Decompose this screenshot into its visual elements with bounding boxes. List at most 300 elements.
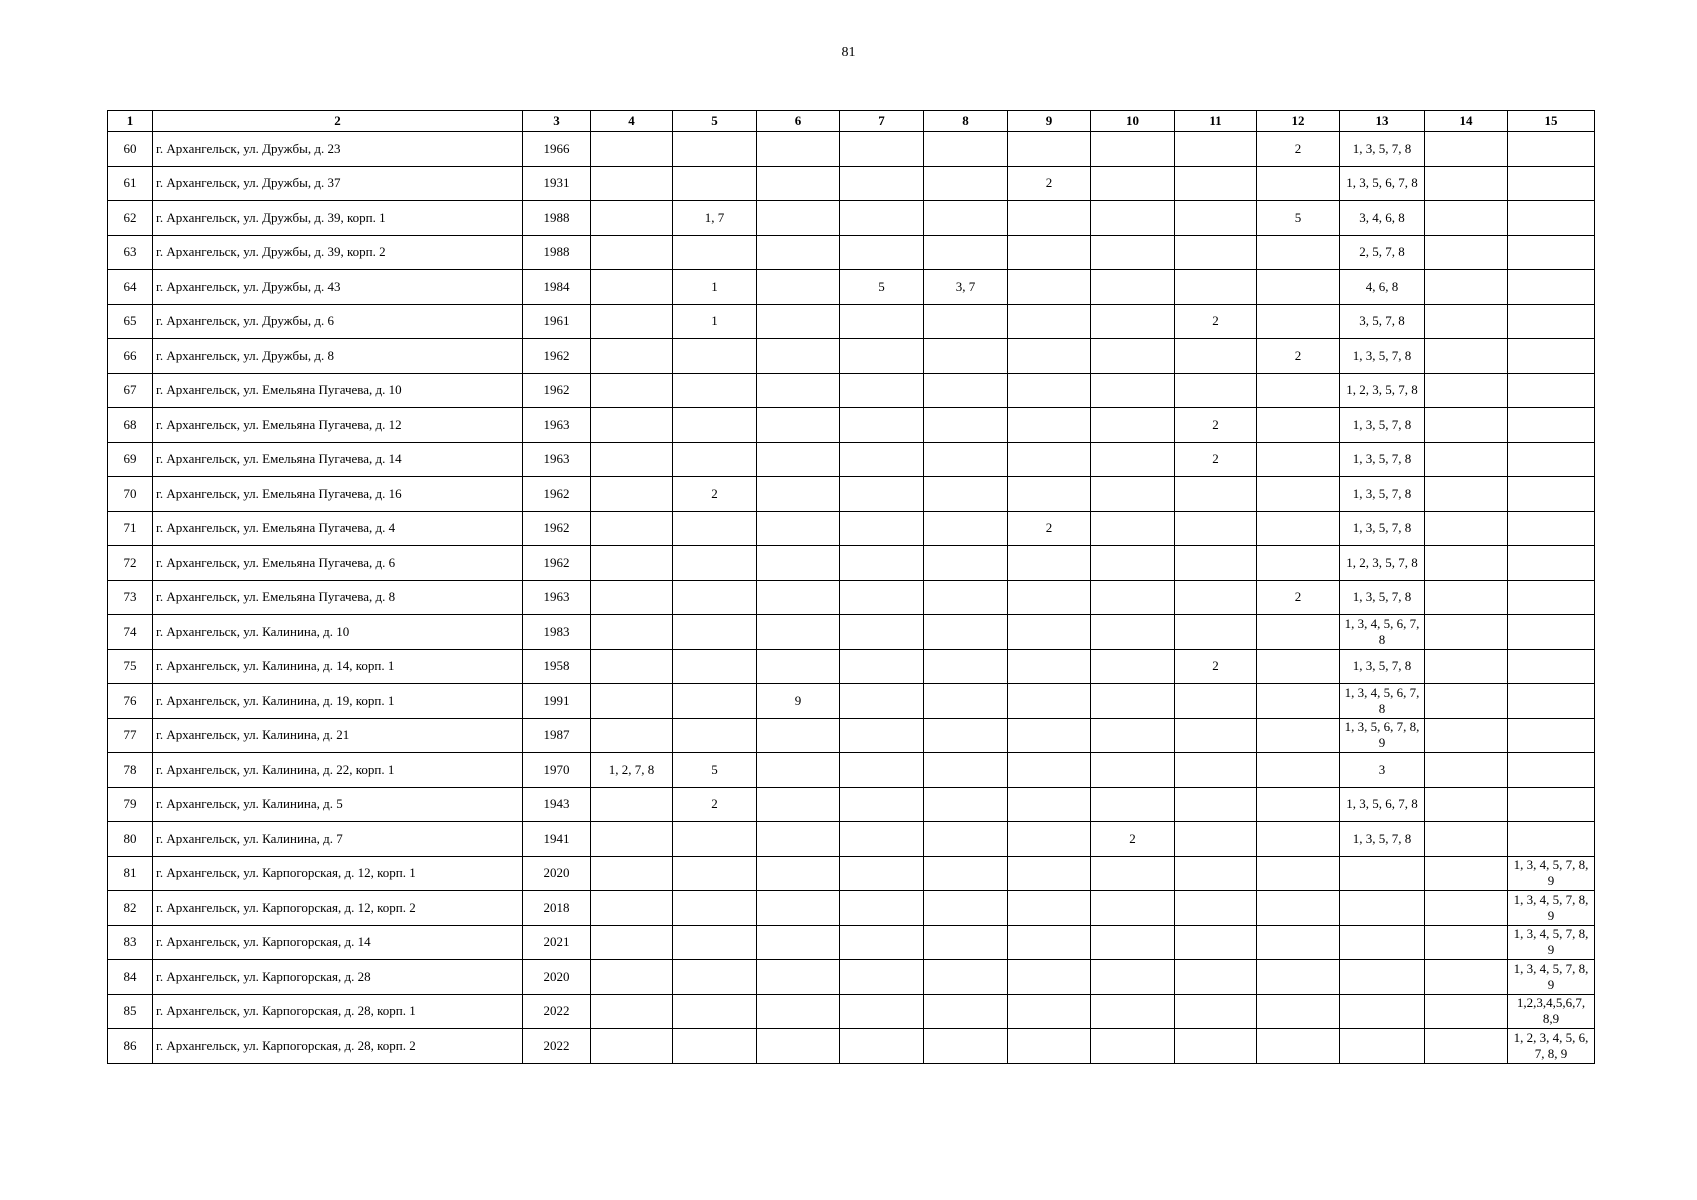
table-cell	[1340, 994, 1425, 1029]
table-cell	[1008, 304, 1091, 339]
table-cell	[1425, 132, 1508, 167]
table-cell	[1257, 1029, 1340, 1064]
table-cell	[924, 787, 1008, 822]
row-number-cell: 66	[108, 339, 153, 374]
table-cell	[1425, 304, 1508, 339]
table-cell	[1175, 684, 1257, 719]
table-cell	[757, 718, 840, 753]
table-cell	[1508, 718, 1595, 753]
table-cell: 1, 3, 5, 7, 8	[1340, 339, 1425, 374]
table-cell: 5	[673, 753, 757, 788]
table-cell	[1340, 891, 1425, 926]
table-cell	[1175, 339, 1257, 374]
column-header-12: 12	[1257, 111, 1340, 132]
table-cell	[757, 511, 840, 546]
row-number-cell: 85	[108, 994, 153, 1029]
table-row	[108, 132, 1595, 167]
table-cell	[840, 615, 924, 650]
table-cell	[591, 891, 673, 926]
table-cell	[591, 1029, 673, 1064]
table-cell	[673, 649, 757, 684]
table-cell: 2	[673, 477, 757, 512]
table-cell	[840, 304, 924, 339]
address-cell: г. Архангельск, ул. Емельяна Пугачева, д. 10	[153, 373, 523, 408]
table-cell: 2	[673, 787, 757, 822]
table-cell	[1425, 373, 1508, 408]
year-cell: 1961	[523, 304, 591, 339]
table-cell	[1175, 1029, 1257, 1064]
table-cell	[1425, 925, 1508, 960]
table-cell	[591, 201, 673, 236]
table-cell	[673, 856, 757, 891]
table-cell	[591, 235, 673, 270]
table-cell	[1091, 925, 1175, 960]
table-cell	[757, 408, 840, 443]
table-row	[108, 201, 1595, 236]
year-cell: 1984	[523, 270, 591, 305]
table-cell	[840, 339, 924, 374]
table-cell	[1257, 235, 1340, 270]
table-cell	[840, 684, 924, 719]
table-cell: 1, 3, 5, 7, 8	[1340, 442, 1425, 477]
table-row	[108, 339, 1595, 374]
year-cell: 1963	[523, 442, 591, 477]
table-cell: 1, 2, 3, 5, 7, 8	[1340, 546, 1425, 581]
column-header-5: 5	[673, 111, 757, 132]
table-cell	[1008, 235, 1091, 270]
table-cell	[1091, 960, 1175, 995]
table-cell	[840, 546, 924, 581]
year-cell: 1962	[523, 546, 591, 581]
year-cell: 2018	[523, 891, 591, 926]
table-row	[108, 615, 1595, 650]
table-cell	[1091, 546, 1175, 581]
address-cell: г. Архангельск, ул. Дружбы, д. 23	[153, 132, 523, 167]
row-number-cell: 78	[108, 753, 153, 788]
table-cell	[1508, 166, 1595, 201]
table-cell: 1, 3, 5, 7, 8	[1340, 580, 1425, 615]
table-cell	[1425, 787, 1508, 822]
year-cell: 2022	[523, 994, 591, 1029]
table-cell: 1, 3, 5, 7, 8	[1340, 511, 1425, 546]
table-cell	[1091, 166, 1175, 201]
table-cell	[1425, 546, 1508, 581]
table-row	[108, 994, 1595, 1029]
table-cell	[1508, 822, 1595, 857]
table-cell	[924, 166, 1008, 201]
table-cell	[1508, 787, 1595, 822]
table-cell	[1425, 684, 1508, 719]
table-cell	[1091, 753, 1175, 788]
table-row	[108, 546, 1595, 581]
table-row	[108, 649, 1595, 684]
column-header-8: 8	[924, 111, 1008, 132]
table-cell	[1091, 373, 1175, 408]
year-cell: 1963	[523, 408, 591, 443]
table-cell: 2	[1091, 822, 1175, 857]
table-cell: 1	[673, 270, 757, 305]
address-cell: г. Архангельск, ул. Карпогорская, д. 28, корп. 2	[153, 1029, 523, 1064]
table-cell	[840, 718, 924, 753]
table-cell	[1008, 891, 1091, 926]
table-cell	[924, 373, 1008, 408]
table-cell	[1091, 649, 1175, 684]
table-cell	[1257, 615, 1340, 650]
table-cell	[1508, 235, 1595, 270]
table-cell	[757, 787, 840, 822]
table-cell	[1425, 201, 1508, 236]
table-cell	[1425, 511, 1508, 546]
table-cell	[1257, 753, 1340, 788]
row-number-cell: 61	[108, 166, 153, 201]
table-cell: 1, 3, 5, 6, 7, 8, 9	[1340, 718, 1425, 753]
table-cell	[1425, 235, 1508, 270]
table-cell	[1091, 580, 1175, 615]
table-cell	[757, 546, 840, 581]
address-cell: г. Архангельск, ул. Емельяна Пугачева, д. 8	[153, 580, 523, 615]
table-cell	[1508, 580, 1595, 615]
table-cell	[1508, 753, 1595, 788]
table-cell: 1, 3, 4, 5, 7, 8, 9	[1508, 925, 1595, 960]
table-row	[108, 270, 1595, 305]
table-cell	[924, 546, 1008, 581]
table-cell: 2	[1008, 166, 1091, 201]
table-cell	[673, 925, 757, 960]
table-cell	[1340, 1029, 1425, 1064]
table-row	[108, 166, 1595, 201]
table-cell	[1508, 132, 1595, 167]
table-cell	[924, 408, 1008, 443]
address-cell: г. Архангельск, ул. Дружбы, д. 39, корп. 2	[153, 235, 523, 270]
table-cell: 3	[1340, 753, 1425, 788]
row-number-cell: 72	[108, 546, 153, 581]
table-cell	[673, 615, 757, 650]
year-cell: 1963	[523, 580, 591, 615]
table-cell	[673, 718, 757, 753]
table-cell	[1257, 166, 1340, 201]
table-cell	[1008, 856, 1091, 891]
year-cell: 1941	[523, 822, 591, 857]
table-cell: 3, 5, 7, 8	[1340, 304, 1425, 339]
table-cell	[1175, 615, 1257, 650]
data-table	[107, 110, 1595, 1064]
address-cell: г. Архангельск, ул. Карпогорская, д. 14	[153, 925, 523, 960]
table-cell: 1, 3, 4, 5, 7, 8, 9	[1508, 891, 1595, 926]
table-cell	[1175, 235, 1257, 270]
table-cell	[1008, 649, 1091, 684]
table-cell	[1425, 339, 1508, 374]
table-cell: 1, 3, 5, 7, 8	[1340, 477, 1425, 512]
table-cell	[1175, 960, 1257, 995]
table-cell	[840, 477, 924, 512]
table-cell	[1425, 856, 1508, 891]
table-cell	[673, 822, 757, 857]
address-cell: г. Архангельск, ул. Дружбы, д. 6	[153, 304, 523, 339]
table-cell	[924, 304, 1008, 339]
table-cell	[1257, 684, 1340, 719]
table-cell	[591, 615, 673, 650]
row-number-cell: 76	[108, 684, 153, 719]
table-cell: 2	[1175, 442, 1257, 477]
table-cell	[757, 822, 840, 857]
year-cell: 1962	[523, 511, 591, 546]
table-cell	[757, 235, 840, 270]
table-cell	[1257, 408, 1340, 443]
table-cell	[591, 994, 673, 1029]
page-number: 81	[841, 45, 856, 60]
row-number-cell: 84	[108, 960, 153, 995]
table-cell	[591, 408, 673, 443]
table-cell	[1175, 546, 1257, 581]
table-cell	[840, 132, 924, 167]
address-cell: г. Архангельск, ул. Емельяна Пугачева, д. 6	[153, 546, 523, 581]
table-cell	[924, 649, 1008, 684]
table-cell	[1508, 649, 1595, 684]
table-cell	[1257, 891, 1340, 926]
table-cell	[1257, 442, 1340, 477]
table-cell	[1008, 994, 1091, 1029]
table-cell	[1508, 546, 1595, 581]
table-cell: 1, 3, 5, 6, 7, 8	[1340, 787, 1425, 822]
table-cell	[1257, 856, 1340, 891]
table-cell	[1425, 753, 1508, 788]
year-cell: 2020	[523, 856, 591, 891]
year-cell: 2021	[523, 925, 591, 960]
table-cell	[840, 925, 924, 960]
table-row	[108, 580, 1595, 615]
table-cell	[1175, 822, 1257, 857]
table-cell	[1175, 511, 1257, 546]
table-cell	[591, 649, 673, 684]
address-cell: г. Архангельск, ул. Карпогорская, д. 28, корп. 1	[153, 994, 523, 1029]
table-cell: 2	[1257, 132, 1340, 167]
table-cell	[1091, 856, 1175, 891]
table-cell	[1091, 442, 1175, 477]
table-row	[108, 822, 1595, 857]
table-cell	[1508, 339, 1595, 374]
table-cell	[924, 718, 1008, 753]
row-number-cell: 63	[108, 235, 153, 270]
table-cell	[840, 373, 924, 408]
table-cell	[1425, 891, 1508, 926]
table-cell	[1508, 201, 1595, 236]
table-cell: 1,2,3,4,5,6,7, 8,9	[1508, 994, 1595, 1029]
table-cell	[1425, 408, 1508, 443]
table-cell	[1257, 304, 1340, 339]
row-number-cell: 64	[108, 270, 153, 305]
table-cell	[1091, 408, 1175, 443]
table-cell	[1008, 132, 1091, 167]
year-cell: 1943	[523, 787, 591, 822]
table-cell	[1008, 546, 1091, 581]
table-cell	[1175, 856, 1257, 891]
address-cell: г. Архангельск, ул. Дружбы, д. 39, корп. 1	[153, 201, 523, 236]
table-cell	[591, 960, 673, 995]
table-cell	[1008, 373, 1091, 408]
table-cell	[591, 270, 673, 305]
table-cell	[840, 166, 924, 201]
table-cell	[757, 201, 840, 236]
table-cell	[1508, 511, 1595, 546]
table-cell	[1175, 994, 1257, 1029]
table-cell	[591, 925, 673, 960]
table-cell	[673, 684, 757, 719]
row-number-cell: 83	[108, 925, 153, 960]
table-cell	[673, 511, 757, 546]
table-row	[108, 856, 1595, 891]
row-number-cell: 82	[108, 891, 153, 926]
table-cell: 1, 2, 7, 8	[591, 753, 673, 788]
table-cell	[673, 1029, 757, 1064]
table-cell	[757, 1029, 840, 1064]
table-cell	[924, 477, 1008, 512]
address-cell: г. Архангельск, ул. Калинина, д. 14, корп. 1	[153, 649, 523, 684]
table-cell	[924, 580, 1008, 615]
table-cell: 2	[1175, 408, 1257, 443]
table-row	[108, 960, 1595, 995]
column-header-1: 1	[108, 111, 153, 132]
table-cell	[1425, 166, 1508, 201]
table-cell	[1508, 477, 1595, 512]
table-cell	[1008, 615, 1091, 650]
table-cell	[840, 753, 924, 788]
table-cell: 1, 3, 5, 7, 8	[1340, 408, 1425, 443]
table-cell	[1091, 235, 1175, 270]
table-cell	[1425, 1029, 1508, 1064]
table-cell	[1008, 580, 1091, 615]
table-cell	[1257, 822, 1340, 857]
address-cell: г. Архангельск, ул. Емельяна Пугачева, д. 4	[153, 511, 523, 546]
table-row	[108, 925, 1595, 960]
column-header-3: 3	[523, 111, 591, 132]
address-cell: г. Архангельск, ул. Карпогорская, д. 12, корп. 2	[153, 891, 523, 926]
column-header-15: 15	[1508, 111, 1595, 132]
table-cell: 1, 3, 5, 7, 8	[1340, 822, 1425, 857]
table-cell	[591, 166, 673, 201]
table-cell	[840, 891, 924, 926]
table-cell	[1425, 718, 1508, 753]
row-number-cell: 67	[108, 373, 153, 408]
table-cell	[924, 235, 1008, 270]
table-cell	[1091, 787, 1175, 822]
table-cell	[1425, 442, 1508, 477]
table-cell	[1008, 822, 1091, 857]
table-cell	[924, 925, 1008, 960]
table-body	[108, 132, 1595, 1064]
table-cell	[1257, 649, 1340, 684]
table-cell	[1257, 477, 1340, 512]
row-number-cell: 65	[108, 304, 153, 339]
table-cell	[1175, 201, 1257, 236]
year-cell: 1988	[523, 201, 591, 236]
table-cell	[924, 511, 1008, 546]
address-cell: г. Архангельск, ул. Калинина, д. 19, корп. 1	[153, 684, 523, 719]
table-cell: 4, 6, 8	[1340, 270, 1425, 305]
table-cell	[840, 235, 924, 270]
table-row	[108, 787, 1595, 822]
table-cell	[840, 787, 924, 822]
table-cell: 2	[1008, 511, 1091, 546]
address-cell: г. Архангельск, ул. Дружбы, д. 8	[153, 339, 523, 374]
table-cell	[673, 580, 757, 615]
column-header-2: 2	[153, 111, 523, 132]
address-cell: г. Архангельск, ул. Емельяна Пугачева, д. 14	[153, 442, 523, 477]
table-cell	[591, 856, 673, 891]
table-cell	[757, 270, 840, 305]
table-cell	[757, 132, 840, 167]
row-number-cell: 77	[108, 718, 153, 753]
table-cell	[591, 822, 673, 857]
table-cell: 1, 7	[673, 201, 757, 236]
table-cell	[924, 339, 1008, 374]
table-cell	[673, 442, 757, 477]
row-number-cell: 73	[108, 580, 153, 615]
row-number-cell: 70	[108, 477, 153, 512]
table-cell	[1091, 615, 1175, 650]
table-cell	[1175, 753, 1257, 788]
table-row	[108, 408, 1595, 443]
year-cell: 1962	[523, 477, 591, 512]
table-cell	[1175, 373, 1257, 408]
table-cell	[924, 753, 1008, 788]
table-cell	[1508, 408, 1595, 443]
column-header-4: 4	[591, 111, 673, 132]
row-number-cell: 62	[108, 201, 153, 236]
table-cell	[757, 960, 840, 995]
year-cell: 1988	[523, 235, 591, 270]
table-cell	[1091, 511, 1175, 546]
table-cell	[757, 925, 840, 960]
year-cell: 1962	[523, 339, 591, 374]
year-cell: 2020	[523, 960, 591, 995]
column-header-6: 6	[757, 111, 840, 132]
table-row	[108, 477, 1595, 512]
table-cell: 3, 4, 6, 8	[1340, 201, 1425, 236]
column-header-11: 11	[1175, 111, 1257, 132]
table-cell	[1257, 718, 1340, 753]
table-cell	[924, 442, 1008, 477]
table-cell: 3, 7	[924, 270, 1008, 305]
table-cell	[591, 511, 673, 546]
table-cell	[757, 856, 840, 891]
table-cell	[757, 304, 840, 339]
table-cell	[1091, 201, 1175, 236]
table-cell	[840, 511, 924, 546]
column-header-14: 14	[1425, 111, 1508, 132]
table-cell: 2	[1175, 649, 1257, 684]
row-number-cell: 86	[108, 1029, 153, 1064]
table-cell	[673, 891, 757, 926]
table-cell	[1175, 270, 1257, 305]
row-number-cell: 74	[108, 615, 153, 650]
column-header-7: 7	[840, 111, 924, 132]
table-cell	[591, 339, 673, 374]
table-cell	[1008, 270, 1091, 305]
address-cell: г. Архангельск, ул. Дружбы, д. 43	[153, 270, 523, 305]
table-cell	[1091, 1029, 1175, 1064]
table-cell	[840, 1029, 924, 1064]
header-row	[108, 111, 1595, 132]
table-cell	[1340, 856, 1425, 891]
table-cell	[1340, 960, 1425, 995]
table-cell	[757, 994, 840, 1029]
table-cell: 2	[1257, 339, 1340, 374]
address-cell: г. Архангельск, ул. Карпогорская, д. 12, корп. 1	[153, 856, 523, 891]
table-cell	[1425, 615, 1508, 650]
table-cell	[591, 373, 673, 408]
table-cell	[924, 1029, 1008, 1064]
table-cell	[591, 304, 673, 339]
